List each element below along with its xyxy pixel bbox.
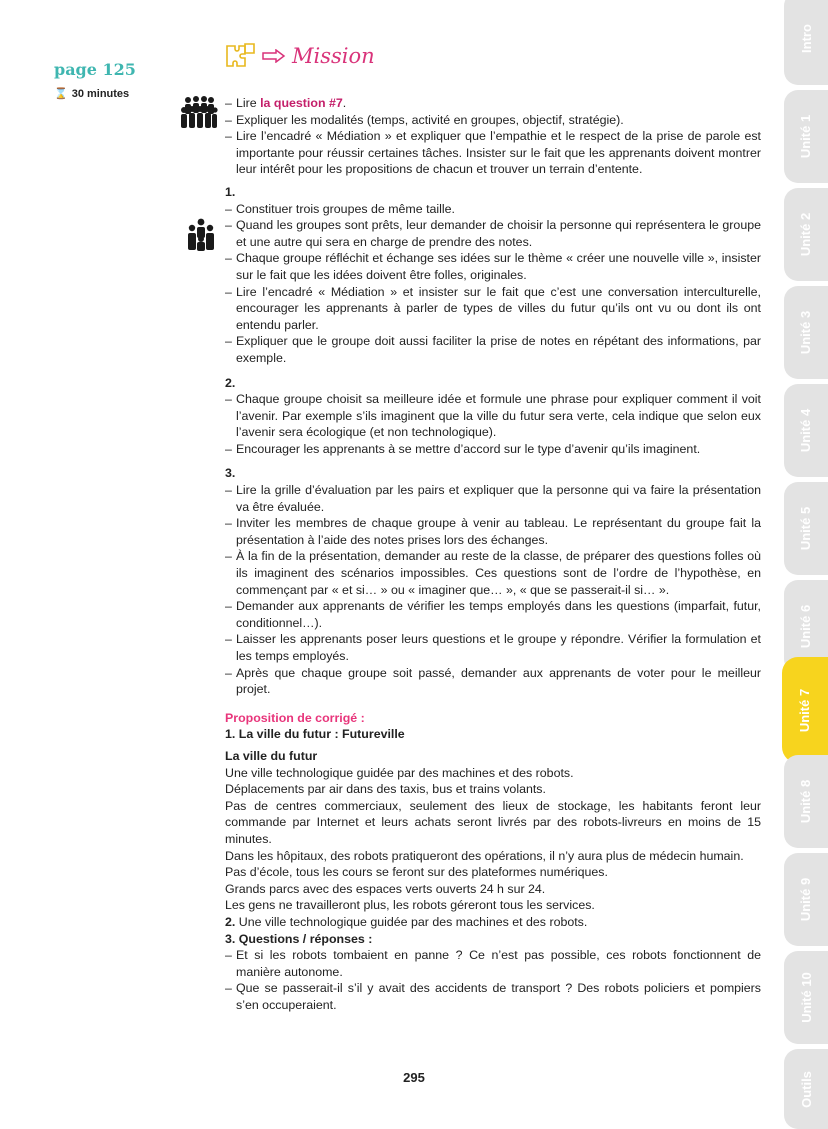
- small-group-icon: [186, 218, 216, 252]
- tab-unite-4[interactable]: [784, 384, 828, 477]
- answer-2-number: 2.: [225, 914, 236, 929]
- tab-intro[interactable]: [784, 0, 828, 85]
- step1-item: – Constituer trois groupes de même taille.: [225, 201, 761, 218]
- intro-item: – Expliquer les modalités (temps, activité en groupes, objectif, stratégie).: [225, 112, 761, 129]
- step3-item: – Après que chaque groupe soit passé, demander aux apprenants de voter pour le meilleur projet.: [225, 665, 761, 698]
- step3-item: – Inviter les membres de chaque groupe à venir au tableau. Le représentant du groupe fait la présentation à l’aide des notes prises lors des échanges.: [225, 515, 761, 548]
- tab-unite-10[interactable]: [784, 951, 828, 1044]
- puzzle-icon: [224, 40, 258, 72]
- intro-item: – Lire l’encadré « Médiation » et expliquer que l’empathie et le respect de la prise de parole est importante pour réussir certaines tâches. Insister sur le fait que les apprenants doivent montrer leur intérêt pour les propositions de chacun et trouver un terrain d’entente.: [225, 128, 761, 178]
- tab-unite-5[interactable]: [784, 482, 828, 575]
- step3-item: – Laisser les apprenants poser leurs questions et le groupe y répondre. Vérifier la formulation et les temps employés.: [225, 631, 761, 664]
- step-number: 2.: [225, 375, 236, 390]
- tab-outils[interactable]: [784, 1049, 828, 1129]
- step3-item: – À la fin de la présentation, demander au reste de la classe, de préparer des questions folles où ils imaginent des scénarios impossibles. Ces questions sont de l’ordre de l’hypothèse, en commençant par « et si… » ou « imaginer que… », « que se passerait-il si… ».: [225, 548, 761, 598]
- tab-unite-1[interactable]: [784, 90, 828, 183]
- step1-item: – Lire l’encadré « Médiation » et insister sur le fait que c’est une conversation interculturelle, encourager les apprenants à parler de types de villes du futur qu’ils ont vu ou dont ils ont entendu parler.: [225, 284, 761, 334]
- step2-item: – Chaque groupe choisit sa meilleure idée et formule une phrase pour expliquer comment il voit l’avenir. Par exemple s’ils imaginent que la ville du futur sera verte, cela indique que selon eux l’avenir sera écologique (et non technologique).: [225, 391, 761, 441]
- tab-label: Outils: [798, 1070, 814, 1108]
- step3-item: – Lire la grille d’évaluation par les pairs et expliquer que la personne qui va faire la présentation va être évaluée.: [225, 482, 761, 515]
- correction-heading: 1. La ville du futur : Futureville: [225, 727, 405, 742]
- unit-tabs: [784, 0, 828, 1123]
- tab-label: Unité 8: [798, 779, 814, 824]
- tab-label: Unité 3: [798, 310, 814, 355]
- correction-line: Dans les hôpitaux, des robots pratiqueront des opérations, il n’y aura plus de médecin humain.: [225, 848, 744, 863]
- step2-item: – Encourager les apprenants à se mettre d’accord sur le type d’avenir qu’ils imaginent.: [225, 441, 761, 458]
- answer-2-text: Une ville technologique guidée par des machines et des robots.: [235, 914, 588, 929]
- tab-label: Intro: [798, 24, 814, 53]
- step1-item: – Chaque groupe réfléchit et échange ses idées sur le thème « créer une nouvelle ville », insister sur le fait que les idées doivent être folles, originales.: [225, 250, 761, 283]
- tab-label: Unité 2: [798, 212, 814, 257]
- correction-line: Déplacements par air dans des taxis, bus et trains volants.: [225, 782, 546, 797]
- correction-line: Pas de centres commerciaux, seulement des lieux de stockage, les habitants feront leur commande par Internet et leurs achats seront livrés par des robots-livreurs en moins de 15 minutes.: [225, 798, 761, 846]
- mission-header: [224, 40, 375, 72]
- tab-unite-9[interactable]: [784, 853, 828, 946]
- class-group-icon: [180, 96, 218, 130]
- intro-item-text: Lire: [236, 96, 261, 110]
- step1-item: – Expliquer que le groupe doit aussi faciliter la prise de notes en répétant des informations, par exemple.: [225, 333, 761, 366]
- qa-item: – Et si les robots tombaient en panne ? Ce n’est pas possible, ces robots fonctionnent de manière autonome.: [225, 947, 761, 980]
- correction-line: Les gens ne travailleront plus, les robots géreront tous les services.: [225, 898, 595, 913]
- tab-label: Unité 10: [798, 972, 814, 1023]
- step-number: 3.: [225, 466, 236, 481]
- answer-3-heading: 3. Questions / réponses :: [225, 931, 373, 946]
- tab-unite-3[interactable]: [784, 286, 828, 379]
- timing-label: 30 minutes: [71, 87, 130, 100]
- correction-line: Une ville technologique guidée par des machines et des robots.: [225, 765, 574, 780]
- step3-item: – Demander aux apprenants de vérifier les temps employés dans les questions (imparfait, futur, conditionnel…).: [225, 598, 761, 631]
- intro-item: [225, 95, 761, 112]
- timing: [54, 87, 129, 100]
- correction-line: Pas d’école, tous les cours se feront sur des plateformes numériques.: [225, 865, 608, 880]
- correction-line: Grands parcs avec des espaces verts ouverts 24 h sur 24.: [225, 881, 546, 896]
- tab-label: Unité 6: [798, 604, 814, 649]
- tab-label: Unité 1: [798, 114, 814, 159]
- page-number: 295: [403, 1070, 425, 1085]
- mission-content: [225, 95, 761, 1013]
- question-reference: la question #7: [260, 96, 343, 110]
- tab-label: Unité 4: [798, 408, 814, 453]
- tab-label: Unité 7: [797, 688, 813, 732]
- page-reference: page 125: [54, 60, 136, 79]
- hourglass-icon: ⌛: [54, 88, 68, 100]
- step1-item: – Quand les groupes sont prêts, leur demander de choisir la personne qui représentera le groupe et une autre qui sera en charge de prendre des notes.: [225, 217, 761, 250]
- correction-subheading: La ville du futur: [225, 748, 318, 763]
- tab-unite-7[interactable]: [782, 657, 828, 763]
- correction-label: Proposition de corrigé :: [225, 710, 365, 725]
- answer-2: [225, 914, 761, 931]
- qa-item: – Que se passerait-il s’il y avait des accidents de transport ? Des robots policiers et pompiers s’en occuperaient.: [225, 980, 761, 1013]
- tab-label: Unité 9: [798, 877, 814, 922]
- step-number: 1.: [225, 184, 236, 199]
- tab-unite-2[interactable]: [784, 188, 828, 281]
- tab-unite-8[interactable]: [784, 755, 828, 848]
- mission-title: Mission: [292, 44, 375, 68]
- intro-item-punct: .: [342, 96, 347, 110]
- tab-label: Unité 5: [798, 506, 814, 551]
- arrow-icon: [262, 49, 286, 63]
